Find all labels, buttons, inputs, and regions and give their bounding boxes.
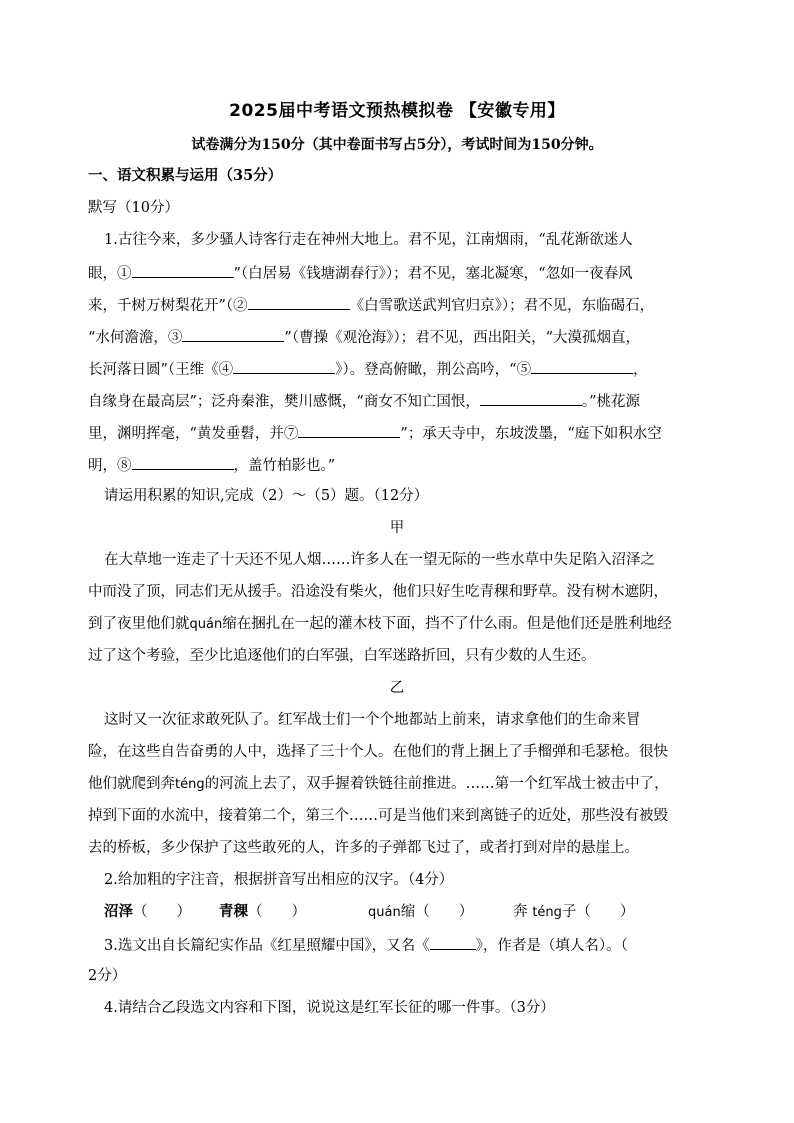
answer-blank-7[interactable] [298, 422, 400, 438]
q1-text: ”；承天寺中，东坡泼墨，“庭下如积水空 [400, 426, 662, 442]
pinyin: téng [175, 777, 205, 792]
page-title: 2025届中考语文预热模拟卷 【安徽专用】 [229, 101, 565, 121]
q1-line-3 [88, 294, 728, 316]
answer-blank-2[interactable] [248, 294, 350, 310]
question-2-items [104, 902, 744, 923]
q1-line-2 [88, 262, 728, 284]
q1-text: 里，渊明挥毫，“黄发垂髫，并⑦ [88, 426, 299, 442]
q1-text: 明，⑧ [88, 458, 132, 474]
q1-text: ”（曹操《观沧海》）；君不见，西出阳关，“大漠孤烟直， [284, 330, 640, 346]
pinyin: téng [532, 905, 562, 920]
question-2-text: 奔 [513, 904, 533, 920]
subsection-heading: 默写（10分） [88, 200, 179, 216]
q1-text: 自缘身在最高层”；泛舟秦淮，樊川感慨，“商女不知亡国恨， [88, 394, 480, 410]
pinyin: quán [368, 905, 401, 920]
exam-instructions: 试卷满分为150分（其中卷面书写占5分），考试时间为150分钟。 [191, 137, 603, 153]
q1-text: 长河落日圆”（王维《④ [88, 362, 234, 378]
q1-line-7 [88, 422, 728, 444]
passage-yi-line-5: 去的桥板，多少保护了这些敢死的人，许多的子弹都飞过了，或者打到对岸的悬崖上。 [88, 840, 639, 856]
passage-label-jia: 甲 [389, 520, 405, 536]
q1-line-8 [88, 454, 728, 476]
passage-jia-line-3 [88, 614, 728, 635]
answer-blank-4[interactable] [233, 358, 335, 374]
answer-paren[interactable]: 子（ ） [561, 904, 635, 920]
question-4: 4.请结合乙段选文内容和下图，说说这是红军长征的哪一件事。（3分） [104, 1000, 555, 1016]
q1-line-5 [88, 358, 728, 380]
answer-paren[interactable]: （ ） [133, 904, 191, 920]
passage-yi-line-2: 险，在这些自告奋勇的人中，选择了三十个人。在他们的背上捆上了手榴弹和毛瑟枪。很快 [88, 744, 668, 760]
q1-text: ， [633, 362, 648, 378]
answer-blank-6[interactable] [480, 390, 582, 406]
q1-text: “水何澹澹，③ [88, 330, 183, 346]
answer-blank-8[interactable] [132, 454, 234, 470]
q1-text: ”（白居易《钱塘湖春行》）；君不见，塞北凝寒，“忽如一夜春风 [233, 266, 633, 282]
section-heading: 一、语文积累与运用（35分） [88, 167, 283, 184]
passage-label-yi: 乙 [389, 680, 405, 696]
passage-yi-line-1: 这时又一次征求敢死队了。红军战士们一个个地都站上前来，请求拿他们的生命来冒 [104, 712, 641, 728]
answer-blank-3[interactable] [182, 326, 284, 342]
instruction-text: 请运用积累的知识,完成（2）～（5）题。（12分） [104, 488, 429, 504]
answer-paren[interactable]: 缩（ ） [400, 904, 474, 920]
q1-text: 《白雪歌送武判官归京》）；君不见，东临碣石， [349, 298, 655, 314]
passage-jia-line-1: 在大草地一连走了十天还不见人烟……许多人在一望无际的一些水草中失足陷入沼泽之 [104, 552, 655, 568]
question-2: 2.给加粗的字注音，根据拼音写出相应的汉字。（4分） [104, 872, 454, 888]
passage-text: 缩在捆扎在一起的灌木枝下面，挡不了什么雨。但是他们还是胜利地经 [222, 616, 672, 632]
q1-text: 》）。登高俯瞰，荆公高吟，“⑤ [335, 362, 532, 378]
question-3-line-2: 2分） [88, 968, 127, 984]
passage-yi-line-4: 掉到下面的水流中，接着第二个，第三个……可是当他们来到离链子的近处，那些没有被毁 [88, 808, 668, 824]
q1-text: 眼，① [88, 266, 132, 282]
bold-word: 青稞 [219, 903, 248, 920]
q1-line-6 [88, 390, 728, 412]
q1-text: 。”桃花源 [581, 394, 640, 410]
answer-blank-1[interactable] [132, 262, 234, 278]
passage-yi-line-3 [88, 774, 728, 795]
answer-paren[interactable]: （ ） [248, 904, 306, 920]
question-3-text: 》，作者是（填人名）。（ [475, 938, 628, 954]
q1-text: 来，千树万树梨花开”（② [88, 298, 248, 314]
q1-line-1: 1.古往今来，多少骚人诗客行走在神州大地上。君不见，江南烟雨，“乱花渐欲迷人 [104, 232, 633, 248]
passage-text: 他们就爬到奔 [88, 776, 175, 792]
passage-jia-line-2: 中而没了顶，同志们无从援手。沿途没有柴火，他们只好生吃青稞和野草。没有树木遮阴， [88, 584, 668, 600]
question-3-line-1 [104, 934, 744, 956]
passage-text: 到了夜里他们就 [88, 616, 190, 632]
passage-text: 的河流上去了，双手握着铁链往前推进。……第一个红军战士被击中了， [204, 776, 669, 792]
answer-blank-5[interactable] [531, 358, 633, 374]
question-3-text: 3.选文出自长篇纪实作品《红星照耀中国》，又名《 [104, 938, 430, 954]
q1-text: ，盖竹柏影也。” [233, 458, 336, 474]
bold-word: 沼泽 [104, 903, 133, 920]
q1-line-4 [88, 326, 728, 348]
passage-jia-line-4: 过了这个考验，至少比追逐他们的白军强，白军迷路折回，只有少数的人生还。 [88, 648, 596, 664]
pinyin: quán [189, 617, 223, 632]
answer-blank-q3[interactable] [430, 934, 476, 950]
